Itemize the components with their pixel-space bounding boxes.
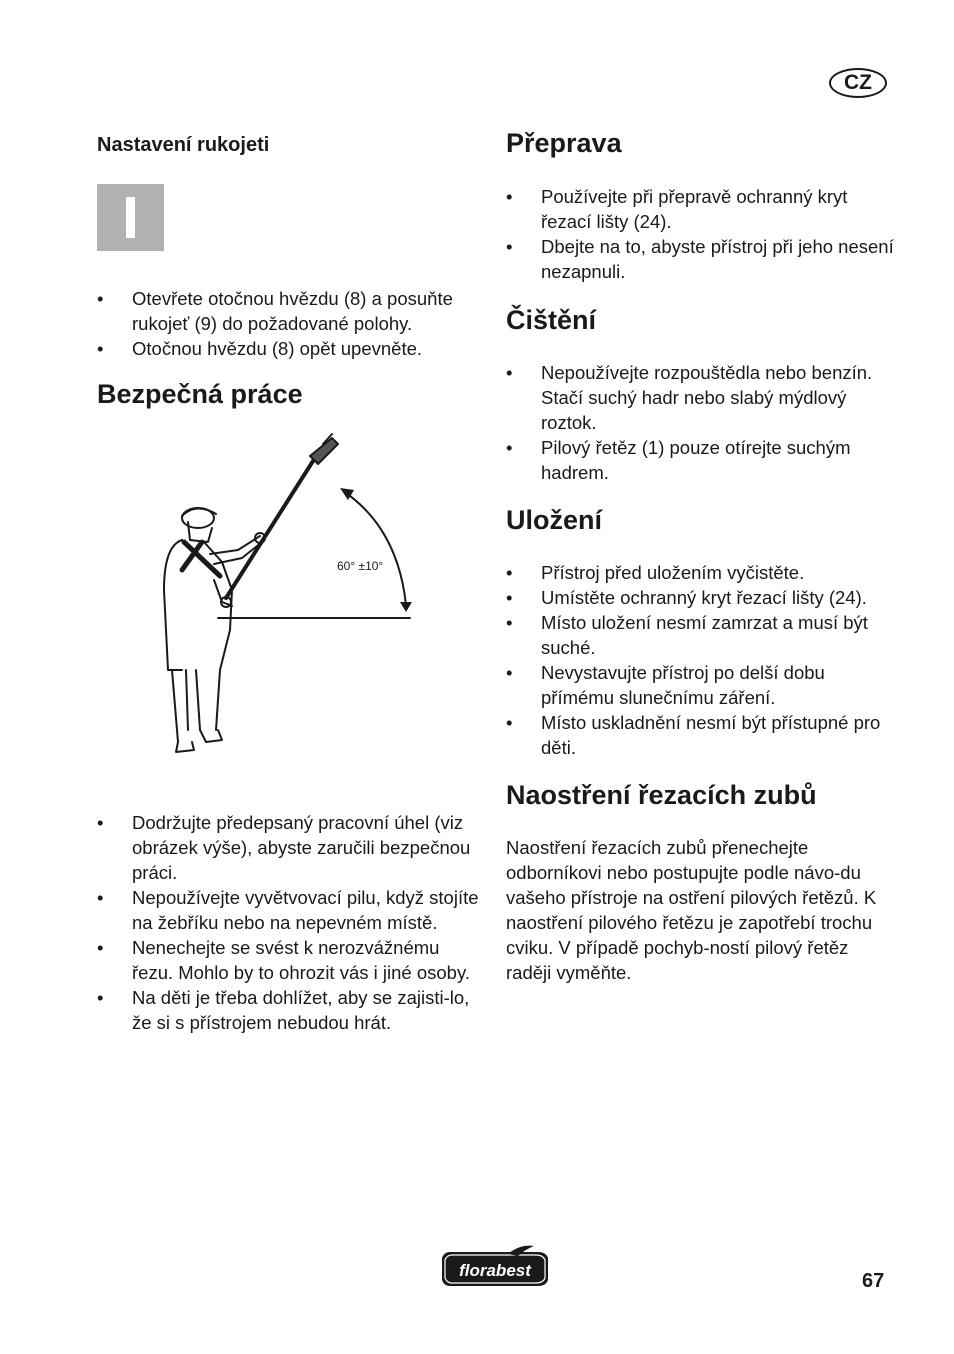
sharpening-text: Naostření řezacích zubů přenechejte odborníkovi nebo postupujte podle návo-du vašeho přístroje na ostření pilových řetězů. K naostření pilového řetězu je zapotřebí trochu cviku. V případě pochyb-ností pilový řetěz raději vyměňte.	[506, 837, 877, 983]
list-item: • Místo uskladnění nesmí být přístupné pro děti.	[506, 710, 896, 760]
transport-list	[506, 184, 896, 284]
pole-saw-angle-illustration	[160, 430, 420, 770]
list-item: • Na děti je třeba dohlížet, aby se zajisti-lo, že si s přístrojem nebudou hrát.	[97, 985, 482, 1035]
cleaning-list	[506, 360, 896, 485]
list-item: • Pilový řetěz (1) pouze otírejte suchým hadrem.	[506, 435, 896, 485]
list-item: • Přístroj před uložením vyčistěte.	[506, 560, 896, 585]
handle-adjust-heading: Nastavení rukojeti	[97, 134, 270, 156]
list-item: • Dodržujte předepsaný pracovní úhel (viz obrázek výše), abyste zaručili bezpečnou práci.	[97, 810, 482, 885]
list-item: • Používejte při přepravě ochranný kryt řezací lišty (24).	[506, 184, 896, 234]
transport-heading: Přeprava	[506, 128, 622, 158]
list-item: • Nevystavujte přístroj po delší dobu přímému slunečnímu záření.	[506, 660, 896, 710]
sharpening-heading: Naostření řezacích zubů	[506, 780, 817, 810]
list-item: • Nepoužívejte rozpouštědla nebo benzín. Stačí suchý hadr nebo slabý mýdlový roztok.	[506, 360, 896, 435]
page-number: 67	[862, 1270, 885, 1292]
svg-text:florabest: florabest	[459, 1261, 531, 1280]
list-item: • Dbejte na to, abyste přístroj při jeho nesení nezapnuli.	[506, 234, 896, 284]
cleaning-heading: Čištění	[506, 305, 597, 335]
handle-adjust-list	[97, 286, 482, 361]
list-item: • Místo uložení nesmí zamrzat a musí být suché.	[506, 610, 896, 660]
list-item: • Umístěte ochranný kryt řezací lišty (24).	[506, 585, 896, 610]
language-badge: CZ	[829, 68, 887, 98]
step-one-icon	[97, 184, 164, 251]
florabest-logo	[438, 1244, 552, 1290]
safety-list	[97, 810, 482, 1035]
storage-heading: Uložení	[506, 505, 603, 535]
safety-heading: Bezpečná práce	[97, 379, 303, 409]
storage-list	[506, 560, 896, 760]
angle-label: 60° ±10°	[337, 559, 384, 573]
list-item: • Otočnou hvězdu (8) opět upevněte.	[97, 336, 482, 361]
list-item: • Nenechejte se svést k nerozvážnému řezu. Mohlo by to ohrozit vás i jiné osoby.	[97, 935, 482, 985]
list-item: • Nepoužívejte vyvětvovací pilu, když stojíte na žebříku nebo na nepevném místě.	[97, 885, 482, 935]
list-item: • Otevřete otočnou hvězdu (8) a posuňte rukojeť (9) do požadované polohy.	[97, 286, 482, 336]
